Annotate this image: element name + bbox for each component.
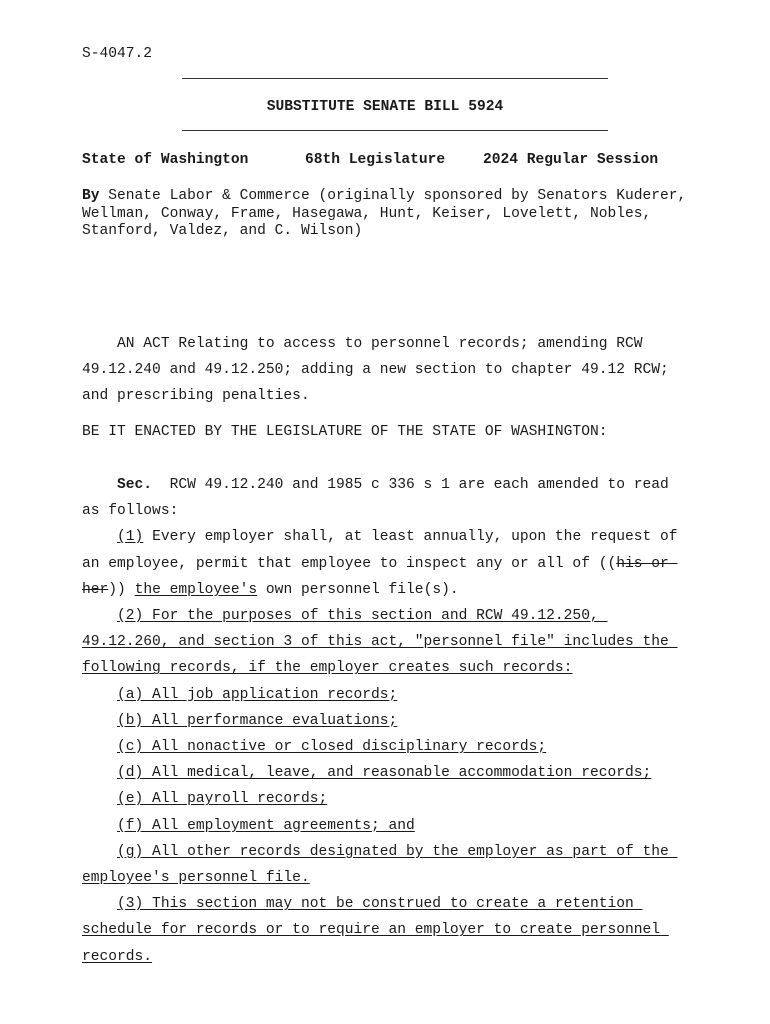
subsection-2-line-3: following records, if the employer creates such records: — [82, 660, 573, 677]
subsection-2-line-1: (2) For the purposes of this section and RCW 49.12.250, — [117, 608, 608, 625]
act-title-paragraph — [82, 331, 702, 410]
section-1-heading — [82, 472, 702, 498]
list-item: (a) All job application records; — [117, 686, 398, 703]
subsection-1-line-1: (1) Every employer shall, at least annually, upon the request of — [117, 529, 678, 546]
sponsor-block — [82, 188, 686, 241]
sponsor-line-2: Wellman, Conway, Frame, Hasegawa, Hunt, Keiser, Lovelett, Nobles, — [82, 205, 652, 222]
enacting-clause: BE IT ENACTED BY THE LEGISLATURE OF THE STATE OF WASHINGTON: — [82, 424, 608, 440]
subsection-3-line-2: schedule for records or to require an employer to create personnel — [82, 922, 669, 939]
list-item-g-line-1: (g) All other records designated by the employer as part of the — [117, 843, 678, 860]
subsection-3-line-3: records. — [82, 948, 153, 965]
section-1-body — [82, 472, 702, 970]
struck-text-1: his or — [616, 555, 678, 572]
list-item: (c) All nonactive or closed disciplinary records; — [117, 739, 547, 756]
list-item-g-line-2: employee's personnel file. — [82, 870, 310, 887]
sponsor-line-1: Senate Labor & Commerce (originally sponsored by Senators Kuderer, — [99, 188, 687, 204]
list-item: (f) All employment agreements; and — [117, 817, 415, 834]
subsection-2-line-2: 49.12.260, and section 3 of this act, "personnel file" includes the — [82, 634, 678, 651]
act-line-3: and prescribing penalties. — [82, 388, 310, 405]
act-line-1: AN ACT Relating to access to personnel records; amending RCW — [82, 336, 643, 352]
sec-heading-text: RCW 49.12.240 and 1985 c 336 s 1 are each amended to read — [152, 477, 669, 493]
sponsor-line-3: Stanford, Valdez, and C. Wilson) — [82, 223, 363, 239]
struck-text-2: her — [82, 581, 109, 598]
header-legislature: 68th Legislature — [305, 152, 446, 168]
subsection-1-line-2: an employee, permit that employee to inspect any or all of ((his or — [82, 555, 678, 572]
list-item: (e) All payroll records; — [117, 791, 328, 808]
title-top-rule — [182, 78, 608, 79]
subsection-3-line-1: (3) This section may not be construed to create a retention — [117, 896, 643, 913]
sponsor-by-label: By — [82, 188, 100, 204]
title-bottom-rule — [182, 130, 608, 131]
list-item: (b) All performance evaluations; — [117, 712, 398, 729]
sec-heading-continuation: as follows: — [82, 503, 179, 520]
document-id: S-4047.2 — [82, 46, 153, 62]
sec-label: Sec. — [117, 477, 153, 493]
list-item: (d) All medical, leave, and reasonable accommodation records; — [117, 765, 652, 782]
header-state: State of Washington — [82, 152, 249, 168]
subsection-1-line-3: her)) the employee's own personnel file(s). — [82, 581, 459, 598]
inserted-text: the employee's — [134, 581, 258, 598]
subsection-1-number: (1) — [117, 529, 144, 546]
act-line-2: 49.12.240 and 49.12.250; adding a new section to chapter 49.12 RCW; — [82, 362, 669, 379]
bill-title: SUBSTITUTE SENATE BILL 5924 — [266, 99, 504, 115]
header-session: 2024 Regular Session — [483, 152, 659, 168]
